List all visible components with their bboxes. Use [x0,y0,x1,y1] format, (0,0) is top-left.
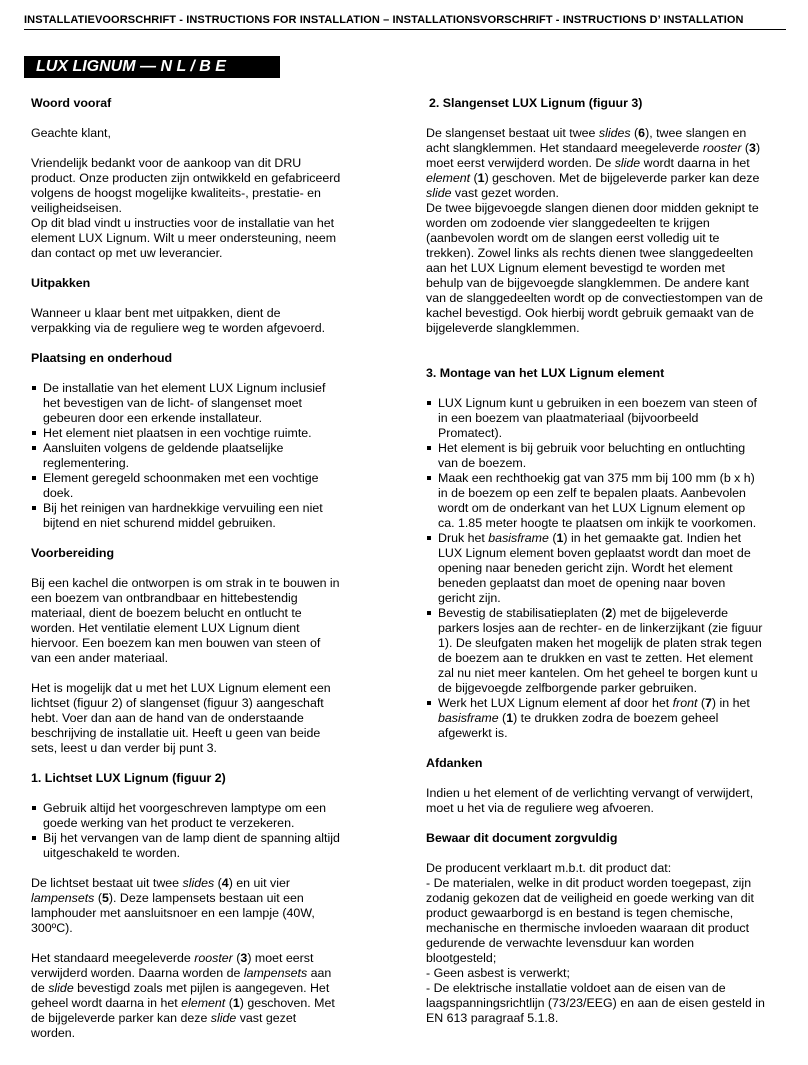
text-line: - Geen asbest is verwerkt; [426,966,570,980]
heading-slangenset: 2. Slangenset LUX Lignum (figuur 3) [429,96,643,110]
text-line: Bij een kachel die ontworpen is om strak in te bouwen in [31,576,340,590]
right-column [426,96,786,1026]
heading-plaatsing: Plaatsing en onderhoud [31,351,173,365]
heading-bewaar: Bewaar dit document zorgvuldig [426,831,618,845]
text-line: laagspanningsrichtlijn (73/23/EEG) en aan de eisen gesteld in [426,996,765,1010]
text-line: Promatect). [438,426,503,440]
text-line: hebt. Voer dan aan de hand van de onderstaande [31,711,304,725]
list-item [426,696,786,741]
slangenset-paragraph [426,126,786,336]
uitpakken-paragraph [31,306,371,336]
text-line: Het is mogelijk dat u met het LUX Lignum element een [31,681,331,695]
text-line: worden. [31,1026,76,1040]
text-line: De producent verklaart m.b.t. dit product dat: [426,861,672,875]
document-header: INSTALLATIEVOORSCHRIFT - INSTRUCTIONS FOR INSTALLATION – INSTALLATIONSVORSCHRIFT - INSTRUCTIONS D’ INSTALLATION [24,14,744,26]
text-line: LUX Lignum kunt u gebruiken in een boezem van steen of [438,396,757,410]
text-line: 300ºC). [31,921,73,935]
text-line: LUX Lignum element boven geplaatst wordt dan moet de [438,546,751,560]
heading-woord-vooraf: Woord vooraf [31,96,112,110]
text-line: zal nu niet meer kantelen. Om het geheel te borgen kunt u [438,666,758,680]
heading-uitpakken: Uitpakken [31,276,91,290]
text-line: bijgeleverde slangklemmen. [426,321,580,335]
text-line: behulp van de bijgevoegde slangklemmen. De andere kant [426,276,750,290]
afdanken-paragraph [426,786,786,816]
text-line: zodanig gekozen dat de veiligheid en goede werking van dit [426,891,754,905]
text-line: ca. 1.85 meter hoogte te plaatsen om inkijk te voorkomen. [438,516,757,530]
text-line: aan het LUX Lignum element bevestigd te worden met [426,261,725,275]
text-line: - De materialen, welke in dit product worden toegepast, zijn [426,876,752,890]
text-line: acht slangklemmen. Het standaard meegeleverde rooster (3) [426,141,761,155]
list-item [426,396,786,441]
text-line: geheel wordt daarna in het element (1) geschoven. Met [31,996,335,1010]
list-item [31,441,371,471]
list-item [31,831,371,861]
text-line: (aanbevolen wordt om de slangen eerst volledig uit te [426,231,720,245]
text-line: gebeuren door een erkende installateur. [43,411,263,425]
text-line: Element geregeld schoonmaken met een vochtige [43,471,319,485]
text-line: De slangenset bestaat uit twee slides (6), twee slangen en [426,126,747,140]
heading-montage: 3. Montage van het LUX Lignum element [426,366,665,380]
list-item [426,606,786,696]
text-line: product. Onze producten zijn ontwikkeld en gefabriceerd [31,171,341,185]
greeting: Geachte klant, [31,126,111,140]
text-line: Indien u het element of de verlichting vervangt of verwijdert, [426,786,754,800]
text-line: blootgesteld; [426,951,497,965]
text-line: gedurende de verwachte levensduur kan worden [426,936,694,950]
text-line: De installatie van het element LUX Lignum inclusief [43,381,326,395]
text-line: Het standaard meegeleverde rooster (3) moet eerst [31,951,314,965]
product-title-box: LUX LIGNUM — N L / B E [24,56,280,78]
list-item [31,501,371,531]
text-line: parkers losjes aan de rechter- en de linkerzijkant (zie figuur [438,621,763,635]
text-line: product gewaarborgd is en bestand is tegen chemische, [426,906,734,920]
text-line: gericht zijn. [438,591,501,605]
montage-list [426,396,786,741]
text-line: 1). De sleufgaten maken het mogelijk de platen strak tegen [438,636,762,650]
text-line: van een ander materiaal. [31,651,169,665]
text-line: De lichtset bestaat uit twee slides (4) en uit vier [31,876,290,890]
text-line: veiligheidseisen. [31,201,122,215]
text-line: slide vast gezet worden. [426,186,559,200]
intro-paragraph [31,156,371,261]
lichtset-paragraph-2 [31,951,371,1041]
list-item [31,801,371,831]
text-line: reglementering. [43,456,130,470]
text-line: bijtend en niet schurend middel gebruiken. [43,516,276,530]
lichtset-paragraph-1 [31,876,371,936]
text-line: Werk het LUX Lignum element af door het front (7) in het [438,696,750,710]
list-item [31,381,371,426]
text-line: Vriendelijk bedankt voor de aankoop van dit DRU [31,156,302,170]
text-line: trekken). Zowel links als rechts dienen twee slanggedeelten [426,246,754,260]
text-line: het bevestigen van de licht- of slangenset moet [43,396,302,410]
text-line: moet eerst verwijderd worden. De slide wordt daarna in het [426,156,750,170]
text-line: kachel bevestigd. Ook hierbij wordt gebruik gemaakt van de [426,306,754,320]
text-line: Bij het vervangen van de lamp dient de spanning altijd [43,831,340,845]
text-line: - De elektrische installatie voldoet aan de eisen van de [426,981,726,995]
text-line: element LUX Lignum. Wilt u meer ondersteuning, neem [31,231,337,245]
heading-afdanken: Afdanken [426,756,483,770]
text-line: EN 613 paragraaf 5.1.8. [426,1011,559,1025]
text-line: een boezem van ontbrandbaar en hittebestendig [31,591,298,605]
text-line: verwijderd worden. Daarna worden de lampensets aan [31,966,332,980]
text-line: afgewerkt is. [438,726,508,740]
text-line: wordt om de onderkant van het LUX Lignum element op [438,501,746,515]
text-line: beneden geplaatst dan moet de opening naar boven [438,576,726,590]
text-line: lamphouder met aansluitsnoer en een lampje (40W, [31,906,315,920]
left-column [31,96,371,1041]
text-line: doek. [43,486,74,500]
text-line: Aansluiten volgens de geldende plaatselijke [43,441,284,455]
text-line: Het element is bij gebruik voor beluchting en ontluchting [438,441,746,455]
list-item [31,426,371,441]
text-line: Maak een rechthoekig gat van 375 mm bij 100 mm (b x h) [438,471,755,485]
text-line: van de boezem. [438,456,527,470]
text-line: uitgeschakeld te worden. [43,846,181,860]
text-line: de slide bevestigd zoals met pijlen is aangegeven. Het [31,981,330,995]
list-item [426,441,786,471]
text-line: beschrijving de installatie uit. Heeft u geen van beide [31,726,321,740]
text-line: lichtset (figuur 2) of slangenset (figuur 3) aangeschaft [31,696,324,710]
lichtset-list [31,801,371,861]
heading-lichtset: 1. Lichtset LUX Lignum (figuur 2) [31,771,226,785]
text-line: de boezem aan te drukken en vast te zetten. Het element [438,651,753,665]
list-item [426,471,786,531]
text-line: mechanische en thermische invloeden waaraan dit product [426,921,750,935]
bewaar-paragraph [426,861,786,1026]
text-line: Gebruik altijd het voorgeschreven lamptype om een [43,801,327,815]
heading-voorbereiding: Voorbereiding [31,546,115,560]
text-line: lampensets (5). Deze lampensets bestaan uit een [31,891,304,905]
text-line: Wanneer u klaar bent met uitpakken, dient de [31,306,281,320]
list-item [426,531,786,606]
text-line: hiervoor. Een boezem kan men bouwen van steen of [31,636,321,650]
text-line: worden om zodoende vier slanggedeelten te krijgen [426,216,710,230]
text-line: worden. Het ventilatie element LUX Lignum dient [31,621,300,635]
text-line: verpakking via de reguliere weg te worden afgevoerd. [31,321,326,335]
text-line: volgens de hoogst mogelijke kwaliteits-, prestatie- en [31,186,321,200]
voorbereiding-paragraph-1 [31,576,371,666]
text-line: dan contact op met uw leverancier. [31,246,223,260]
text-line: Bevestig de stabilisatieplaten (2) met de bijgeleverde [438,606,728,620]
text-line: Druk het basisframe (1) in het gemaakte gat. Indien het [438,531,742,545]
text-line: element (1) geschoven. Met de bijgeleverde parker kan deze [426,171,760,185]
list-item [31,471,371,501]
text-line: van de slanggedeelten wordt op de convectiestompen van de [426,291,763,305]
text-line: de bijgevoegde zelfborgende parker gebruiken. [438,681,698,695]
voorbereiding-paragraph-2 [31,681,371,756]
text-line: de bijgeleverde parker kan deze slide vast gezet [31,1011,297,1025]
text-line: goede werking van het product te verzekeren. [43,816,295,830]
text-line: De twee bijgevoegde slangen dienen door midden geknipt te [426,201,759,215]
text-line: in een boezem van plaatmateriaal (bijvoorbeeld [438,411,699,425]
text-line: moet u het via de reguliere weg afvoeren. [426,801,654,815]
text-line: opening naar beneden gericht zijn. Wordt het element [438,561,733,575]
text-line: sets, leest u dan verder bij punt 3. [31,741,217,755]
text-line: Het element niet plaatsen in een vochtige ruimte. [43,426,312,440]
text-line: Op dit blad vindt u instructies voor de installatie van het [31,216,335,230]
text-line: Bij het reinigen van hardnekkige vervuiling een niet [43,501,323,515]
header-underline [24,29,786,30]
text-line: in de boezem op een zelf te bepalen plaats. Aanbevolen [438,486,746,500]
text-line: basisframe (1) te drukken zodra de boezem geheel [438,711,719,725]
text-line: materiaal, dient de boezem belucht en ontlucht te [31,606,302,620]
plaatsing-list [31,381,371,531]
